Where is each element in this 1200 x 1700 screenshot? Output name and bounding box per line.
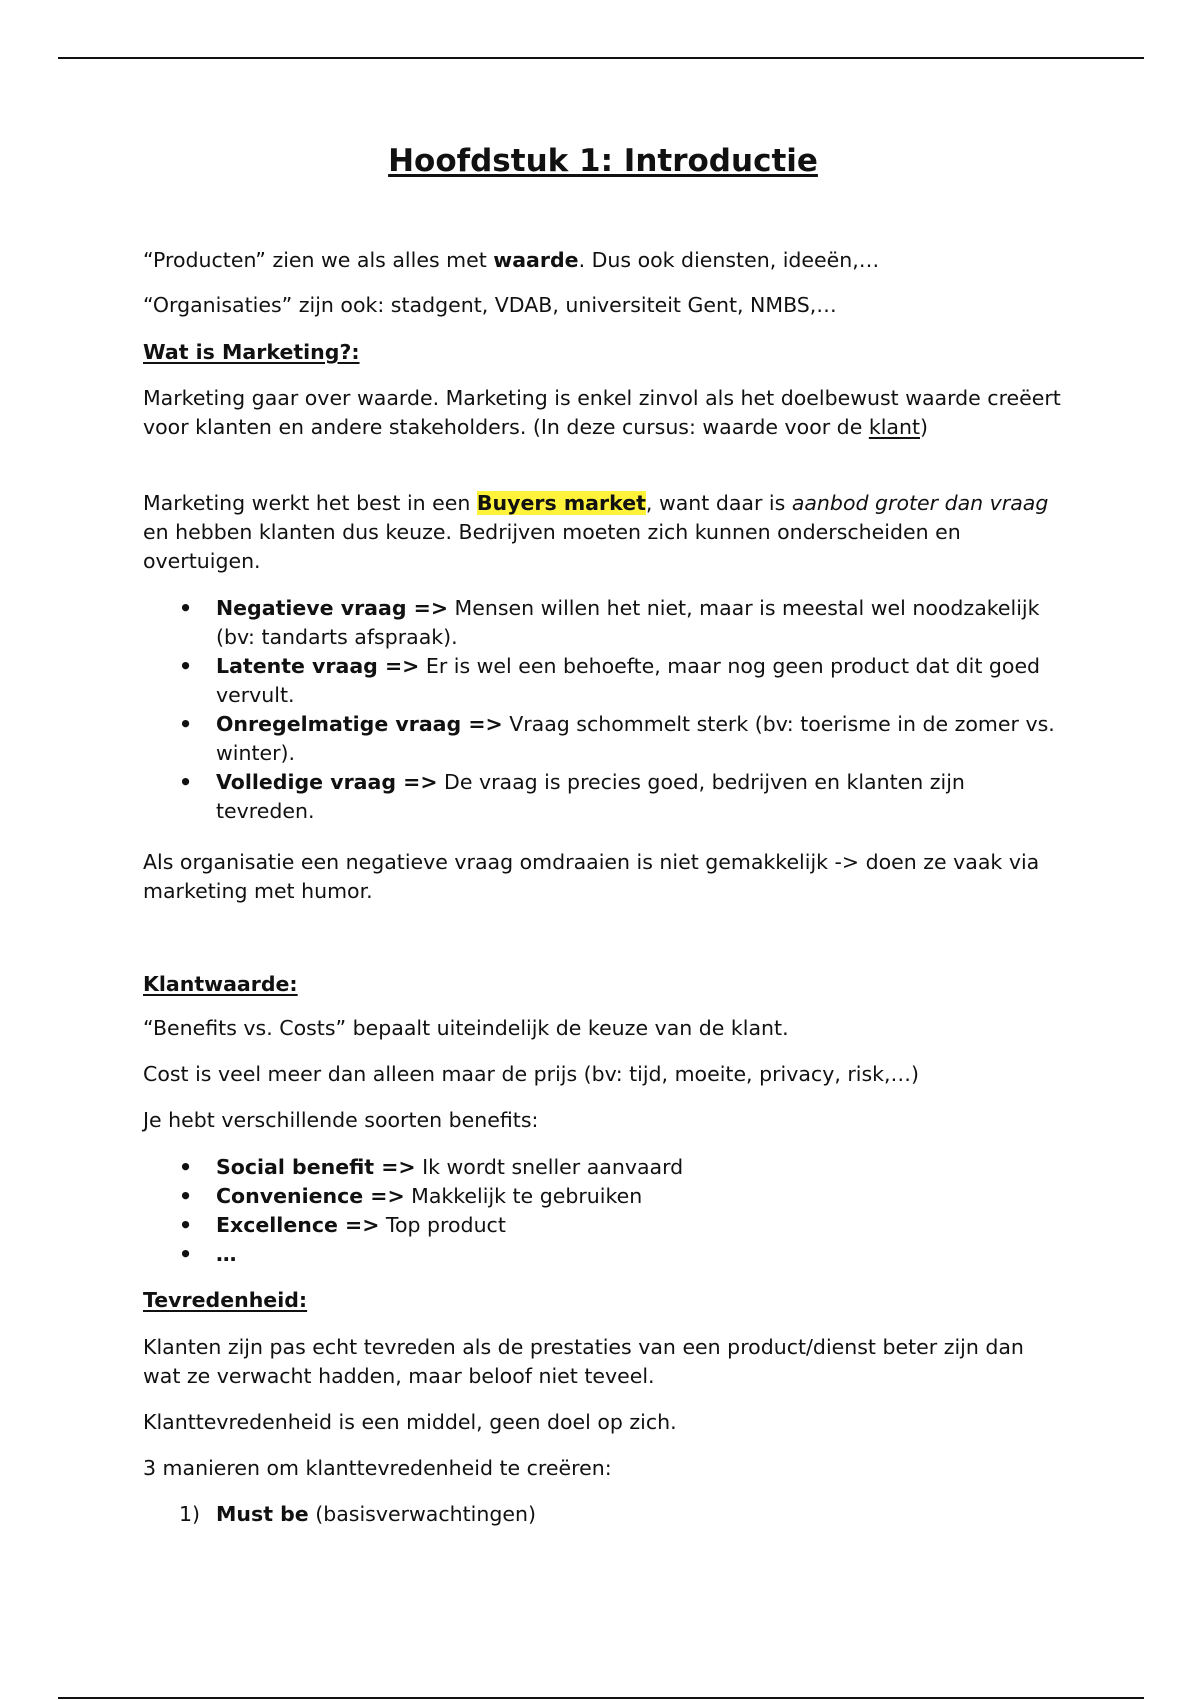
satisfaction-ways-list (143, 1500, 1063, 1529)
marketing-paragraph-value: Marketing gaar over waarde. Marketing is enkel zinvol als het doelbewust waarde creëert voor klanten en andere stakeholders. (In deze cursus: waarde voor de klant) (143, 386, 1061, 439)
list-item: • Onregelmatige vraag => Vraag schommelt sterk (bv: toerisme in de zomer vs. winter). (179, 712, 1055, 765)
list-item: • … (143, 1240, 1063, 1269)
benefits-list (143, 1153, 1063, 1269)
list-item: • Negatieve vraag => Mensen willen het niet, maar is meestal wel noodzakelijk (bv: tandarts afspraak). (179, 596, 1040, 649)
list-item: 1) Must be (basisverwachtingen) (179, 1502, 536, 1526)
list-item: • Social benefit => Ik wordt sneller aanvaard (143, 1153, 1063, 1182)
underlined-klant: klant (868, 415, 920, 439)
marketing-paragraph-humor: Als organisatie een negatieve vraag omdraaien is niet gemakkelijk -> doen ze vaak via marketing met humor. (143, 850, 1040, 903)
section-heading-marketing: Wat is Marketing?: (143, 340, 360, 364)
italic-aanbod: aanbod groter dan vraag (791, 491, 1049, 515)
tevredenheid-paragraph-ways: 3 manieren om klanttevredenheid te creëren: (143, 1456, 612, 1480)
bullet-icon: • (179, 596, 193, 620)
bullet-icon: • (179, 1213, 193, 1237)
klantwaarde-paragraph-benefits-costs: “Benefits vs. Costs” bepaalt uiteindelijk de keuze van de klant. (143, 1016, 789, 1040)
list-item: • Convenience => Makkelijk te gebruiken (143, 1182, 1063, 1211)
intro-paragraph-organisations: “Organisaties” zijn ook: stadgent, VDAB, universiteit Gent, NMBS,… (143, 293, 837, 317)
bold-waarde: waarde (493, 248, 579, 272)
intro-paragraph-products: “Producten” zien we als alles met waarde. Dus ook diensten, ideeën,… (143, 248, 880, 272)
bullet-icon: • (179, 1242, 193, 1266)
bullet-icon: • (179, 1184, 193, 1208)
klantwaarde-paragraph-cost: Cost is veel meer dan alleen maar de prijs (bv: tijd, moeite, privacy, risk,…) (143, 1062, 920, 1086)
bullet-icon: • (179, 1155, 193, 1179)
footer-rule (58, 1697, 1144, 1699)
tevredenheid-paragraph-expectations: Klanten zijn pas echt tevreden als de prestaties van een product/dienst beter zijn dan wat ze verwacht hadden, maar beloof niet teveel. (143, 1335, 1024, 1388)
list-item: • Latente vraag => Er is wel een behoefte, maar nog geen product dat dit goed vervult. (179, 654, 1041, 707)
list-item: • Volledige vraag => De vraag is precies goed, bedrijven en klanten zijn tevreden. (179, 770, 965, 823)
bullet-icon: • (179, 770, 193, 794)
section-heading-tevredenheid: Tevredenheid: (143, 1288, 308, 1312)
demand-types-list (143, 594, 1063, 826)
klantwaarde-paragraph-benefit-types: Je hebt verschillende soorten benefits: (143, 1108, 539, 1132)
highlight-buyers-market: Buyers market (476, 491, 646, 515)
page-title: Hoofdstuk 1: Introductie (388, 143, 818, 179)
tevredenheid-paragraph-means: Klanttevredenheid is een middel, geen doel op zich. (143, 1410, 677, 1434)
bullet-icon: • (179, 654, 193, 678)
bullet-icon: • (179, 712, 193, 736)
section-heading-klantwaarde: Klantwaarde: (143, 972, 298, 996)
marketing-paragraph-buyers-market: Marketing werkt het best in een Buyers market, want daar is aanbod groter dan vraag en hebben klanten dus keuze. Bedrijven moeten zich kunnen onderscheiden en overtuigen. (143, 491, 1049, 573)
list-item: • Excellence => Top product (143, 1211, 1063, 1240)
header-rule (58, 57, 1144, 59)
